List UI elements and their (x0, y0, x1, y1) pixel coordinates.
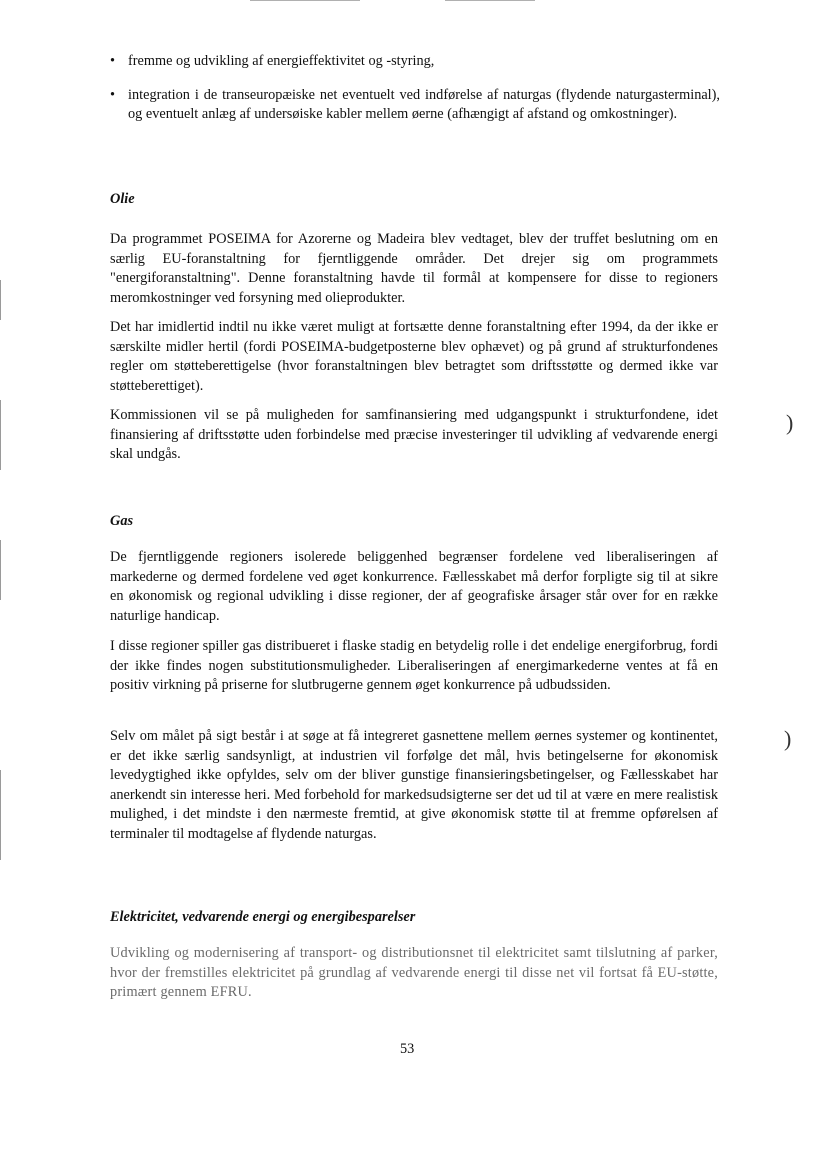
olie-paragraph-3: Kommissionen vil se på muligheden for samfinansiering med udgangspunkt i strukturfondene, idet finansiering af driftsstøtte uden forbindelse med præcise investeringer til udvikling af vedvarende energi skal undgås. (110, 407, 718, 462)
page-number: 53 (400, 1041, 415, 1057)
olie-section (110, 406, 718, 465)
olie-paragraph-2: Det har imidlertid indtil nu ikke været muligt at fortsætte denne foranstaltning efter 1994, da der ikke er særskilte midler hertil (fordi POSEIMA-budgetposterne blev ophævet) og på grund af strukturfondenes regler om støtteberettigelse (hvor foranstaltningen blev betragtet som driftsstøtte og dermed ikke var støtteberettiget). (110, 319, 718, 394)
gas-section (110, 637, 718, 696)
gas-section (110, 548, 718, 626)
olie-section (110, 230, 718, 308)
section-heading-olie: Olie (110, 191, 135, 207)
bullet-item (110, 86, 720, 125)
margin-bracket-mark: ) (786, 410, 794, 435)
elektricitet-paragraph: Udvikling og modernisering af transport- og distributionsnet til elektricitet samt tilslutning af parker, hvor der fremstilles elektricitet på grundlag af vedvarende energi til disse net vil fortsat få EU-støtte, primært gennem EFRU. (110, 945, 718, 1000)
scan-edge-mark (0, 540, 1, 600)
bullet-item (110, 52, 720, 72)
olie-section (110, 318, 718, 396)
scan-top-rule (250, 0, 360, 1)
scan-edge-mark (0, 770, 1, 860)
section-heading-elektricitet: Elektricitet, vedvarende energi og energibesparelser (110, 909, 416, 925)
margin-bracket-mark: ) (784, 726, 792, 751)
bullet-text: fremme og udvikling af energieffektivitet og -styring, (128, 53, 435, 69)
gas-section (110, 727, 718, 844)
gas-paragraph-2: I disse regioner spiller gas distribueret i flaske stadig en betydelig rolle i det endelige energiforbrug, fordi der ikke findes nogen substitutionsmuligheder. Liberaliseringen af energimarkederne ventes at få en positiv virkning på priserne for slutbrugerne gennem øget konkurrence på udbudssiden. (110, 638, 718, 693)
section-heading-gas: Gas (110, 513, 134, 529)
gas-paragraph-1: De fjerntliggende regioners isolerede beliggenhed begrænser fordelene ved liberaliseringen af markederne og dermed fordelene ved øget konkurrence. Fællesskabet må derfor forpligte sig til at sikre en økonomisk og regional udvikling i disse regioner, der af geografiske årsager står over for en række naturlige handicap. (110, 549, 718, 624)
bullet-dot-icon: • (110, 86, 116, 103)
energy-bullet-list (110, 52, 720, 125)
gas-paragraph-3: Selv om målet på sigt består i at søge at få integreret gasnettene mellem øernes systemer og kontinentet, er det ikke særlig sandsynligt, at industrien vil forfølge det mål, hvis betingelserne for økonomisk levedygtighed ikke opfyldes, selv om der bliver gunstige finansieringsbetingelser, og Fællesskabet har anerkendt sin interesse heri. Med forbehold for markedsudsigterne ser det ud til at være en mere realistisk mulighed, i det mindste i den nærmeste fremtid, at give økonomisk støtte til at fremme opførelsen af terminaler til modtagelse af flydende naturgas. (110, 728, 718, 842)
bullet-dot-icon: • (110, 53, 116, 69)
scan-top-rule (445, 0, 535, 1)
scan-edge-mark (0, 280, 1, 320)
olie-paragraph-1: Da programmet POSEIMA for Azorerne og Madeira blev vedtaget, blev der truffet beslutning om en særlig EU-foranstaltning for fjerntliggende områder. Det drejer sig om programmets "energiforanstaltning". Denne foranstaltning havde til formål at kompensere for disse to regioners meromkostninger ved forsyning med olieprodukter. (110, 231, 718, 306)
elektricitet-section (110, 944, 718, 1003)
bullet-text: integration i de transeuropæiske net eventuelt ved indførelse af naturgas (flydende naturgasterminal), og eventuelt anlæg af undersøiske kabler mellem øerne (afhængigt af afstand og omkostninger). (128, 86, 720, 122)
scan-edge-mark (0, 400, 1, 470)
